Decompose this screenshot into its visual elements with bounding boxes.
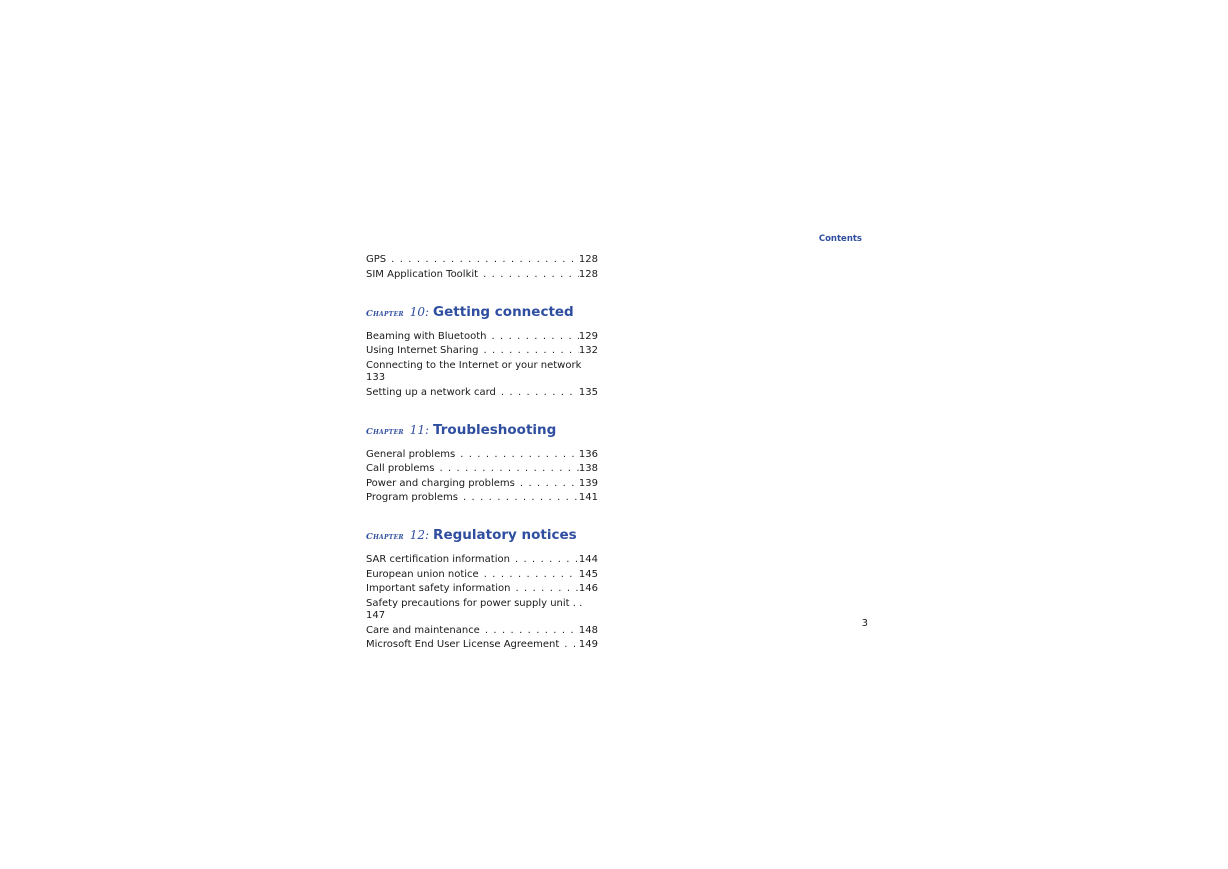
toc-entry-text: Power and charging problems bbox=[366, 477, 515, 489]
toc-entry-page: 141 bbox=[578, 492, 598, 503]
dot-leader bbox=[496, 387, 579, 399]
toc-entry-page: 129 bbox=[578, 330, 598, 342]
toc-entry-gps[interactable] bbox=[366, 254, 598, 266]
dot-leader bbox=[478, 345, 578, 357]
chapter-word: Chapter bbox=[366, 308, 404, 319]
toc-entry-page: 128 bbox=[578, 268, 598, 280]
toc-entry-page: 138 bbox=[578, 463, 598, 474]
toc-entry-page: 147 bbox=[366, 609, 386, 621]
toc-entry-european-union-notice[interactable] bbox=[366, 569, 598, 581]
toc-entry-page: 139 bbox=[578, 477, 598, 489]
dot-leader bbox=[510, 554, 579, 566]
toc-entry-text: Setting up a network card bbox=[366, 386, 496, 398]
toc-entry-page: 128 bbox=[578, 254, 598, 265]
toc-entry-text: Call problems bbox=[366, 463, 435, 474]
toc-entry-page: 136 bbox=[578, 448, 598, 460]
toc-entry-power-charging[interactable] bbox=[366, 478, 598, 490]
toc-entry-page: 149 bbox=[578, 639, 598, 650]
toc-entry-text: Program problems bbox=[366, 492, 458, 503]
toc-entry-text: Important safety information bbox=[366, 583, 511, 594]
toc-entry-care-maintenance[interactable] bbox=[366, 625, 598, 637]
dot-leader bbox=[511, 583, 579, 595]
toc-entry-text: European union notice bbox=[366, 568, 479, 580]
toc-entry-text: Safety precautions for power supply unit . . bbox=[366, 597, 583, 609]
chapter-title: Regulatory notices bbox=[433, 527, 577, 543]
dot-leader bbox=[559, 639, 579, 651]
toc-entry-safety-precautions-power[interactable] bbox=[366, 598, 598, 622]
toc-entry-text: Care and maintenance bbox=[366, 624, 480, 636]
toc-entry-sim-toolkit[interactable] bbox=[366, 269, 598, 281]
table-of-contents bbox=[366, 254, 598, 654]
chapter-title: Troubleshooting bbox=[433, 421, 557, 438]
chapter-11-heading[interactable] bbox=[366, 420, 598, 441]
toc-entry-page: 133 bbox=[366, 371, 386, 383]
toc-entry-text: Microsoft End User License Agreement bbox=[366, 639, 560, 650]
toc-entry-text: GPS bbox=[366, 254, 387, 265]
dot-leader bbox=[478, 269, 579, 281]
toc-entry-text: Connecting to the Internet or your network bbox=[366, 359, 582, 371]
page-number: 3 bbox=[861, 618, 868, 629]
chapter-10-heading[interactable] bbox=[366, 302, 598, 323]
dot-leader bbox=[486, 331, 578, 343]
toc-entry-page: 144 bbox=[578, 554, 598, 565]
running-header: Contents bbox=[818, 234, 862, 244]
toc-entry-general-problems[interactable] bbox=[366, 449, 598, 461]
dot-leader bbox=[458, 492, 579, 504]
dot-leader bbox=[480, 625, 579, 637]
toc-entry-text: Using Internet Sharing bbox=[366, 345, 479, 356]
toc-entry-call-problems[interactable] bbox=[366, 463, 598, 475]
chapter-number: 11: bbox=[409, 422, 430, 437]
toc-entry-microsoft-eula[interactable] bbox=[366, 639, 598, 651]
toc-entry-network-card[interactable] bbox=[366, 387, 598, 399]
toc-entry-page: 148 bbox=[578, 624, 598, 636]
toc-entry-page: 132 bbox=[578, 345, 598, 356]
dot-leader bbox=[455, 449, 579, 461]
toc-entry-connecting-internet[interactable] bbox=[366, 360, 598, 384]
toc-entry-text: General problems bbox=[366, 448, 456, 460]
chapter-number: 12: bbox=[409, 528, 430, 542]
chapter-number: 10: bbox=[409, 304, 430, 319]
toc-entry-text: Beaming with Bluetooth bbox=[366, 330, 487, 342]
toc-entry-internet-sharing[interactable] bbox=[366, 345, 598, 357]
toc-entry-program-problems[interactable] bbox=[366, 492, 598, 504]
toc-entry-sar-certification[interactable] bbox=[366, 554, 598, 566]
chapter-word: Chapter bbox=[366, 426, 404, 437]
chapter-12-heading[interactable] bbox=[366, 525, 598, 546]
dot-leader bbox=[515, 478, 579, 490]
toc-entry-bluetooth[interactable] bbox=[366, 331, 598, 343]
toc-entry-important-safety[interactable] bbox=[366, 583, 598, 595]
toc-entry-page: 145 bbox=[578, 568, 598, 580]
toc-entry-text: SIM Application Toolkit bbox=[366, 268, 479, 280]
dot-leader bbox=[386, 254, 579, 266]
toc-entry-page: 146 bbox=[578, 583, 598, 594]
dot-leader bbox=[434, 463, 578, 475]
dot-leader bbox=[479, 569, 579, 581]
toc-entry-text: SAR certification information bbox=[366, 554, 510, 565]
chapter-word: Chapter bbox=[366, 532, 404, 542]
chapter-title: Getting connected bbox=[433, 303, 574, 320]
toc-entry-page: 135 bbox=[578, 386, 598, 398]
